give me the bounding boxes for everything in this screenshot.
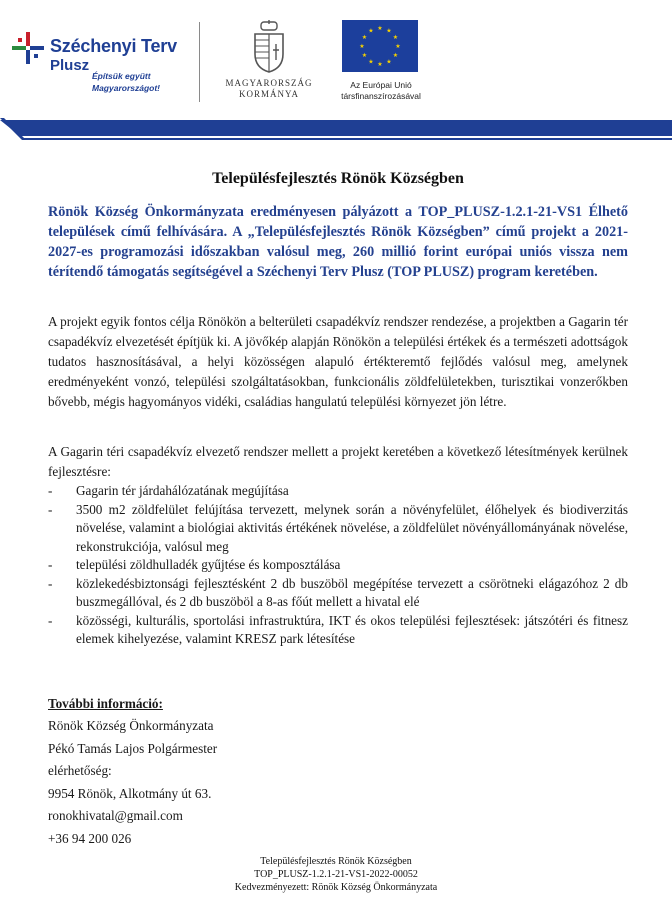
szechenyi-terv-plusz-logo (12, 28, 187, 98)
list-dash: - (48, 501, 53, 517)
list-intro: A Gagarin téri csapadékvíz elvezető rendszer mellett a projekt keretében a következő létesítmények kerülnek fejlesztésre: (48, 444, 628, 479)
info-org: Rönök Község Önkormányzata (48, 718, 214, 733)
government-line-2: KORMÁNYA (238, 89, 299, 99)
header-band (0, 118, 672, 142)
header-divider (199, 22, 200, 102)
list-item-text: közösségi, kulturális, sportolási infrastruktúra, IKT és okos települési fejlesztések: játszótéri és fitnesz elemek kihelyezése, valamint KRESZ park létesítése (76, 612, 628, 646)
list-item (48, 556, 628, 575)
svg-text:★: ★ (361, 34, 368, 41)
info-title: További információ: (48, 695, 163, 711)
svg-text:★: ★ (377, 25, 383, 32)
svg-text:★: ★ (359, 43, 365, 50)
list-item-text: közlekedésbiztonsági fejlesztésként 2 db buszöböl megépítése tervezett a csörötneki elágazóhoz 2 db buszmegállóval, és 2 db buszöböl a 8-as főút mellett a hivatal elé (76, 575, 628, 609)
development-list (48, 482, 628, 649)
page-footer (0, 855, 672, 894)
eu-logo (336, 20, 440, 120)
list-item (48, 612, 628, 649)
svg-text:★: ★ (392, 34, 399, 41)
svg-text:★: ★ (361, 52, 368, 59)
list-item (48, 482, 628, 501)
svg-text:★: ★ (377, 61, 383, 68)
info-contact-label: elérhetőség: (48, 763, 112, 778)
footer-line-1: Településfejlesztés Rönök Községben (260, 856, 412, 867)
svg-text:★: ★ (368, 27, 374, 35)
svg-text:★: ★ (386, 27, 392, 35)
contact-info (48, 693, 628, 851)
svg-text:★: ★ (386, 58, 392, 66)
hungarian-government-logo (214, 20, 324, 110)
list-dash: - (48, 557, 53, 572)
list-item (48, 501, 628, 557)
svg-text:★: ★ (368, 58, 374, 66)
page-title: Településfejlesztés Rönök Községben (212, 170, 464, 187)
info-email: ronokhivatal@gmail.com (48, 808, 183, 823)
eu-flag-icon (342, 20, 418, 72)
footer-line-3: Kedvezményezett: Rönök Község Önkormányzata (234, 882, 438, 893)
svg-text:★: ★ (392, 52, 399, 59)
szechenyi-plus: Plusz (50, 57, 90, 74)
szechenyi-title: Széchenyi Terv (50, 36, 177, 56)
list-dash: - (48, 575, 53, 591)
list-item (48, 575, 628, 612)
project-description: A projekt egyik fontos célja Rönökön a belterületi csapadékvíz rendszer rendezése, a projektben a Gagarin tér csapadékvíz elvezetését építjük ki. A jövőkép alapján Rönökön a települési értékek és a természeti adottságok tudatos hasznosításával, a helyi közösségen alapuló értékteremtő fejlődés valósul meg, amelynek eredményeként vonzó, települési szolgáltatásokban, funkcionális zöldfelületekben, turisztikai vonzerőkben bővebb, mégis hagyományos vidéki, családias hangulatú települési környezet jön létre. (48, 314, 628, 409)
lead-paragraph: Rönök Község Önkormányzata eredményesen pályázott a TOP_PLUSZ-1.2.1-21-VS1 Élhető települések című felhívására. A „Településfejlesztés Rönök Községben” című projekt a 2021-2027-es programozási időszakban valósul meg, 260 millió forint európai uniós vissza nem térítendő támogatás segítségével a Széchenyi Terv Plusz (TOP PLUSZ) program keretében. (48, 204, 628, 280)
list-dash: - (48, 612, 53, 628)
svg-text:★: ★ (395, 43, 401, 50)
page-header (0, 0, 672, 150)
szechenyi-cross-icon (12, 32, 46, 66)
list-item-text: települési zöldhulladék gyűjtése és komposztálása (76, 557, 341, 572)
info-person: Pékó Tamás Lajos Polgármester (48, 740, 218, 756)
szechenyi-slogan: Építsük együtt Magyarországot! (92, 71, 161, 93)
info-address: 9954 Rönök, Alkotmány út 63. (48, 785, 212, 801)
government-text (214, 78, 324, 100)
list-item-text: Gagarin tér járdahálózatának megújítása (76, 483, 289, 498)
list-dash: - (48, 483, 53, 498)
government-line-1: MAGYARORSZÁG (225, 78, 313, 88)
eu-text: Az Európai Unió társfinanszírozásával (341, 80, 421, 101)
footer-line-2: TOP_PLUSZ-1.2.1-21-VS1-2022-00052 (254, 869, 418, 880)
main-content (48, 170, 628, 850)
info-phone: +36 94 200 026 (48, 830, 132, 846)
list-item-text: 3500 m2 zöldfelület felújítása tervezett, melynek során a növényfelület, élőhelyek és biodiverzitás növelése, valamint a biológiai aktivitás értékének növelése, a zöldfelület növényállományának növelése, rekonstrukciója, valósul meg (76, 501, 628, 554)
coat-of-arms-icon (249, 20, 289, 74)
